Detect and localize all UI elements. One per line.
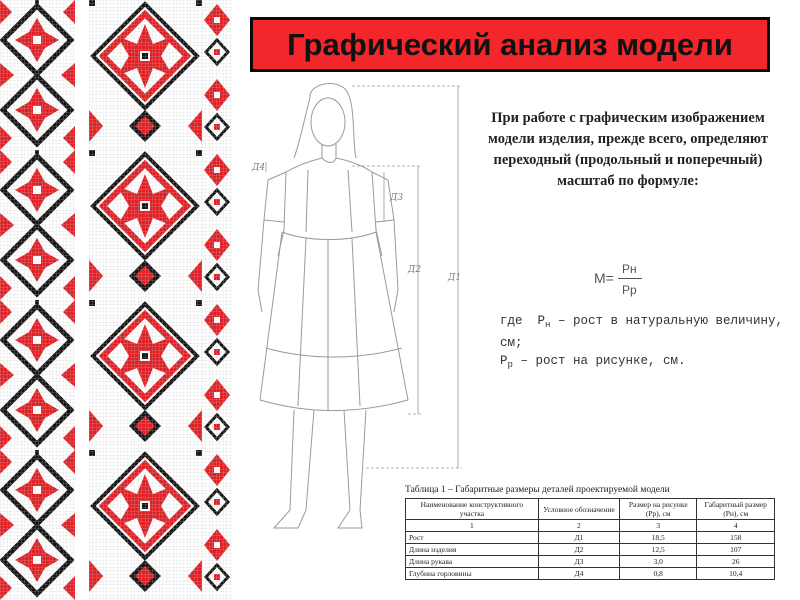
pn-symbol: Р bbox=[537, 314, 546, 328]
table-row bbox=[406, 556, 775, 568]
table-cell: 3,0 bbox=[620, 556, 697, 568]
table-cell: Глубина горловины bbox=[406, 568, 539, 580]
label-d3: Д3 bbox=[390, 193, 404, 203]
table-cell: 4 bbox=[697, 520, 775, 532]
pn-subscript: н bbox=[545, 320, 551, 330]
page-title: Графический анализ модели bbox=[287, 26, 733, 62]
table-header: Размер на рисунке (Рр), см bbox=[620, 499, 697, 520]
table-caption: Таблица 1 – Габаритные размеры деталей проектируемой модели bbox=[405, 485, 670, 495]
table-cell: 0,8 bbox=[620, 568, 697, 580]
table-cell: 2 bbox=[538, 520, 619, 532]
label-d2: Д2 bbox=[408, 265, 422, 275]
table-cell: 10,4 bbox=[697, 568, 775, 580]
table-cell: 3 bbox=[620, 520, 697, 532]
table-cell: Д3 bbox=[538, 556, 619, 568]
table-cell: Д2 bbox=[538, 544, 619, 556]
table-header: Наименование конструктивного участка bbox=[406, 499, 539, 520]
table-row bbox=[406, 544, 775, 556]
table-cell: 18,5 bbox=[620, 532, 697, 544]
table-column-numbers bbox=[406, 520, 775, 532]
table-cell: 26 bbox=[697, 556, 775, 568]
fraction-bar bbox=[618, 278, 642, 279]
table-cell: Рост bbox=[406, 532, 539, 544]
table-header: Условное обозначение bbox=[538, 499, 619, 520]
pr-symbol: Р bbox=[500, 354, 508, 368]
table-cell: 107 bbox=[697, 544, 775, 556]
embroidery-ornament-left bbox=[0, 0, 75, 600]
pn-definition: – рост в натуральную величину, см; bbox=[500, 314, 784, 350]
dress-model-sketch bbox=[248, 80, 473, 545]
dimensions-table bbox=[405, 498, 775, 580]
where-word: где bbox=[500, 314, 523, 328]
table-row bbox=[406, 532, 775, 544]
table-cell: Длина изделия bbox=[406, 544, 539, 556]
formula-denominator: Рр bbox=[622, 283, 637, 297]
table-cell: 12,5 bbox=[620, 544, 697, 556]
scale-formula bbox=[590, 256, 660, 302]
table-header: Габаритный размер (Рн), см bbox=[697, 499, 775, 520]
formula-numerator: Рн bbox=[622, 262, 637, 276]
embroidery-ornament-center bbox=[89, 0, 202, 600]
pr-subscript: р bbox=[507, 360, 513, 370]
intro-text: При работе с графическим изображением модели изделия, прежде всего, определяют переходный (продольный и поперечный) масштаб по формуле: bbox=[488, 110, 768, 189]
pr-definition: – рост на рисунке, см. bbox=[520, 354, 686, 368]
table-cell: Д1 bbox=[538, 532, 619, 544]
formula-lhs: М= bbox=[594, 270, 614, 286]
formula-explanation bbox=[500, 312, 790, 374]
embroidery-ornament-right bbox=[202, 0, 232, 600]
table-header-row bbox=[406, 499, 775, 520]
table-cell: 158 bbox=[697, 532, 775, 544]
table-cell: Д4 bbox=[538, 568, 619, 580]
label-d1: Д1 bbox=[448, 273, 462, 283]
table-row bbox=[406, 568, 775, 580]
table-cell: 1 bbox=[406, 520, 539, 532]
table-cell: Длина рукава bbox=[406, 556, 539, 568]
title-banner bbox=[250, 17, 770, 72]
label-d4: Д4 bbox=[252, 163, 266, 173]
